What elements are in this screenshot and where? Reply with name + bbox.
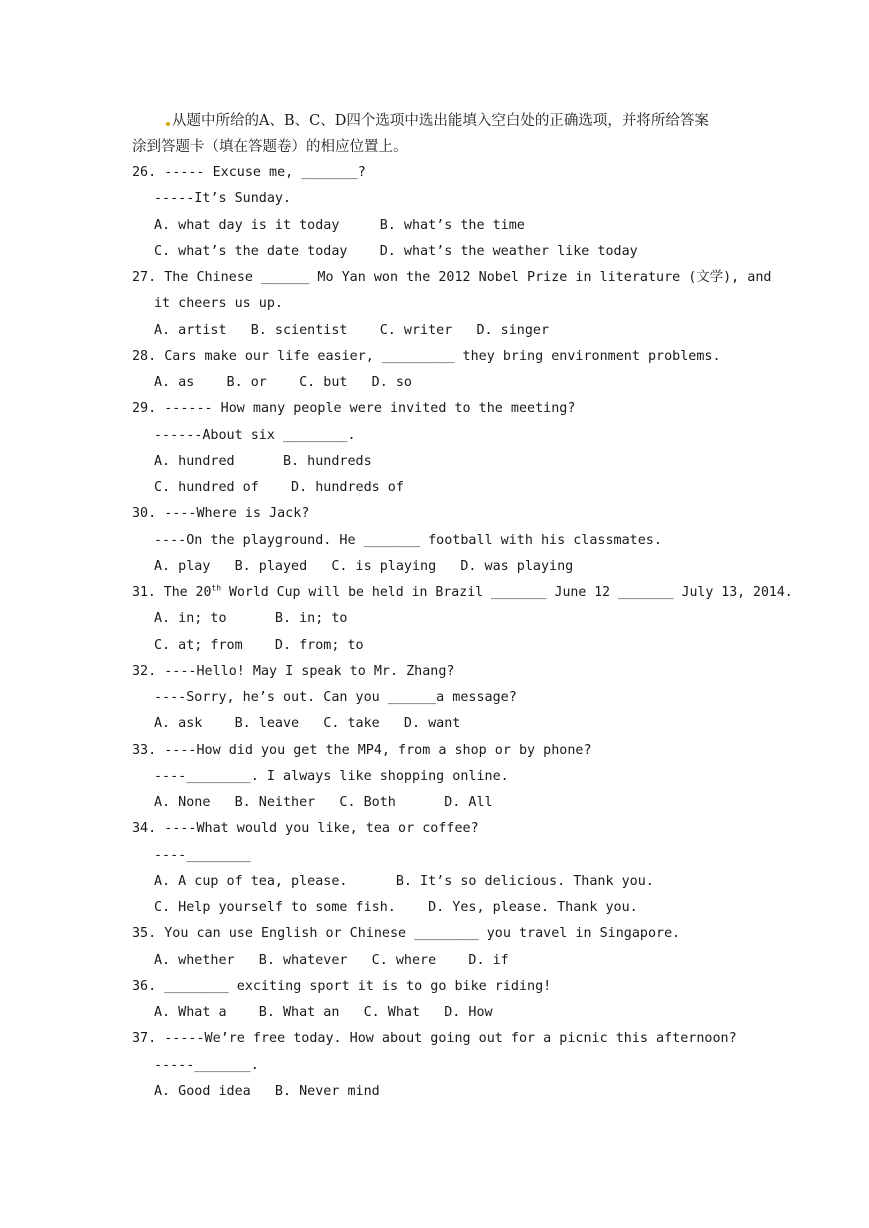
question-27-options: A. artist B. scientist C. writer D. singer — [154, 323, 550, 338]
question-29-options-2: C. hundred of D. hundreds of — [154, 480, 404, 495]
instructions-line-1: 从题中所给的A、B、C、D四个选项中选出能填入空白处的正确选项，并将所给答案 — [172, 113, 709, 129]
question-28-options: A. as B. or C. but D. so — [154, 375, 412, 390]
question-27: 27. The Chinese ______ Mo Yan won the 2012 Nobel Prize in literature (文学), and — [132, 270, 772, 285]
question-29-options-1: A. hundred B. hundreds — [154, 454, 372, 469]
question-37-line-2: -----_______. — [154, 1058, 259, 1073]
question-32: 32. ----Hello! May I speak to Mr. Zhang? — [132, 664, 455, 679]
question-35: 35. You can use English or Chinese ________ you travel in Singapore. — [132, 926, 681, 941]
question-26-line-2: -----It’s Sunday. — [154, 191, 292, 206]
question-32-line-2: ----Sorry, he’s out. Can you ______a message? — [154, 690, 517, 705]
question-34: 34. ----What would you like, tea or coffee? — [132, 821, 479, 836]
superscript-th: th — [211, 583, 222, 593]
question-26-options-2: C. what’s the date today D. what’s the weather like today — [154, 244, 638, 259]
question-30: 30. ----Where is Jack? — [132, 506, 310, 521]
question-34-options-2: C. Help yourself to some fish. D. Yes, please. Thank you. — [154, 900, 638, 915]
question-33-line-2: ----________. I always like shopping online. — [154, 769, 509, 784]
instructions-line-2: 涂到答题卡（填在答题卷）的相应位置上。 — [132, 139, 408, 155]
question-31-options-1: A. in; to B. in; to — [154, 611, 348, 626]
question-27-line-2: it cheers us up. — [154, 296, 283, 311]
question-33: 33. ----How did you get the MP4, from a shop or by phone? — [132, 743, 592, 758]
question-30-line-2: ----On the playground. He _______ football with his classmates. — [154, 533, 662, 548]
question-26-options-1: A. what day is it today B. what’s the time — [154, 218, 525, 233]
question-29: 29. ------ How many people were invited to the meeting? — [132, 401, 576, 416]
question-35-options: A. whether B. whatever C. where D. if — [154, 953, 509, 968]
question-36: 36. ________ exciting sport it is to go bike riding! — [132, 979, 552, 994]
question-37: 37. -----We’re free today. How about going out for a picnic this afternoon? — [132, 1031, 737, 1046]
question-34-options-1: A. A cup of tea, please. B. It’s so delicious. Thank you. — [154, 874, 654, 889]
question-36-options: A. What a B. What an C. What D. How — [154, 1005, 493, 1020]
edit-marker-icon — [166, 122, 170, 126]
question-32-options: A. ask B. leave C. take D. want — [154, 716, 461, 731]
question-30-options: A. play B. played C. is playing D. was playing — [154, 559, 574, 574]
question-28: 28. Cars make our life easier, _________ they bring environment problems. — [132, 349, 721, 364]
question-33-options: A. None B. Neither C. Both D. All — [154, 795, 493, 810]
question-29-line-2: ------About six ________. — [154, 428, 356, 443]
question-26: 26. ----- Excuse me, _______? — [132, 165, 366, 180]
question-31-options-2: C. at; from D. from; to — [154, 638, 364, 653]
question-34-line-2: ----________ — [154, 848, 251, 863]
question-31: 31. The 20th World Cup will be held in Brazil _______ June 12 _______ July 13, 2014. — [132, 583, 793, 600]
question-37-options: A. Good idea B. Never mind — [154, 1084, 380, 1099]
